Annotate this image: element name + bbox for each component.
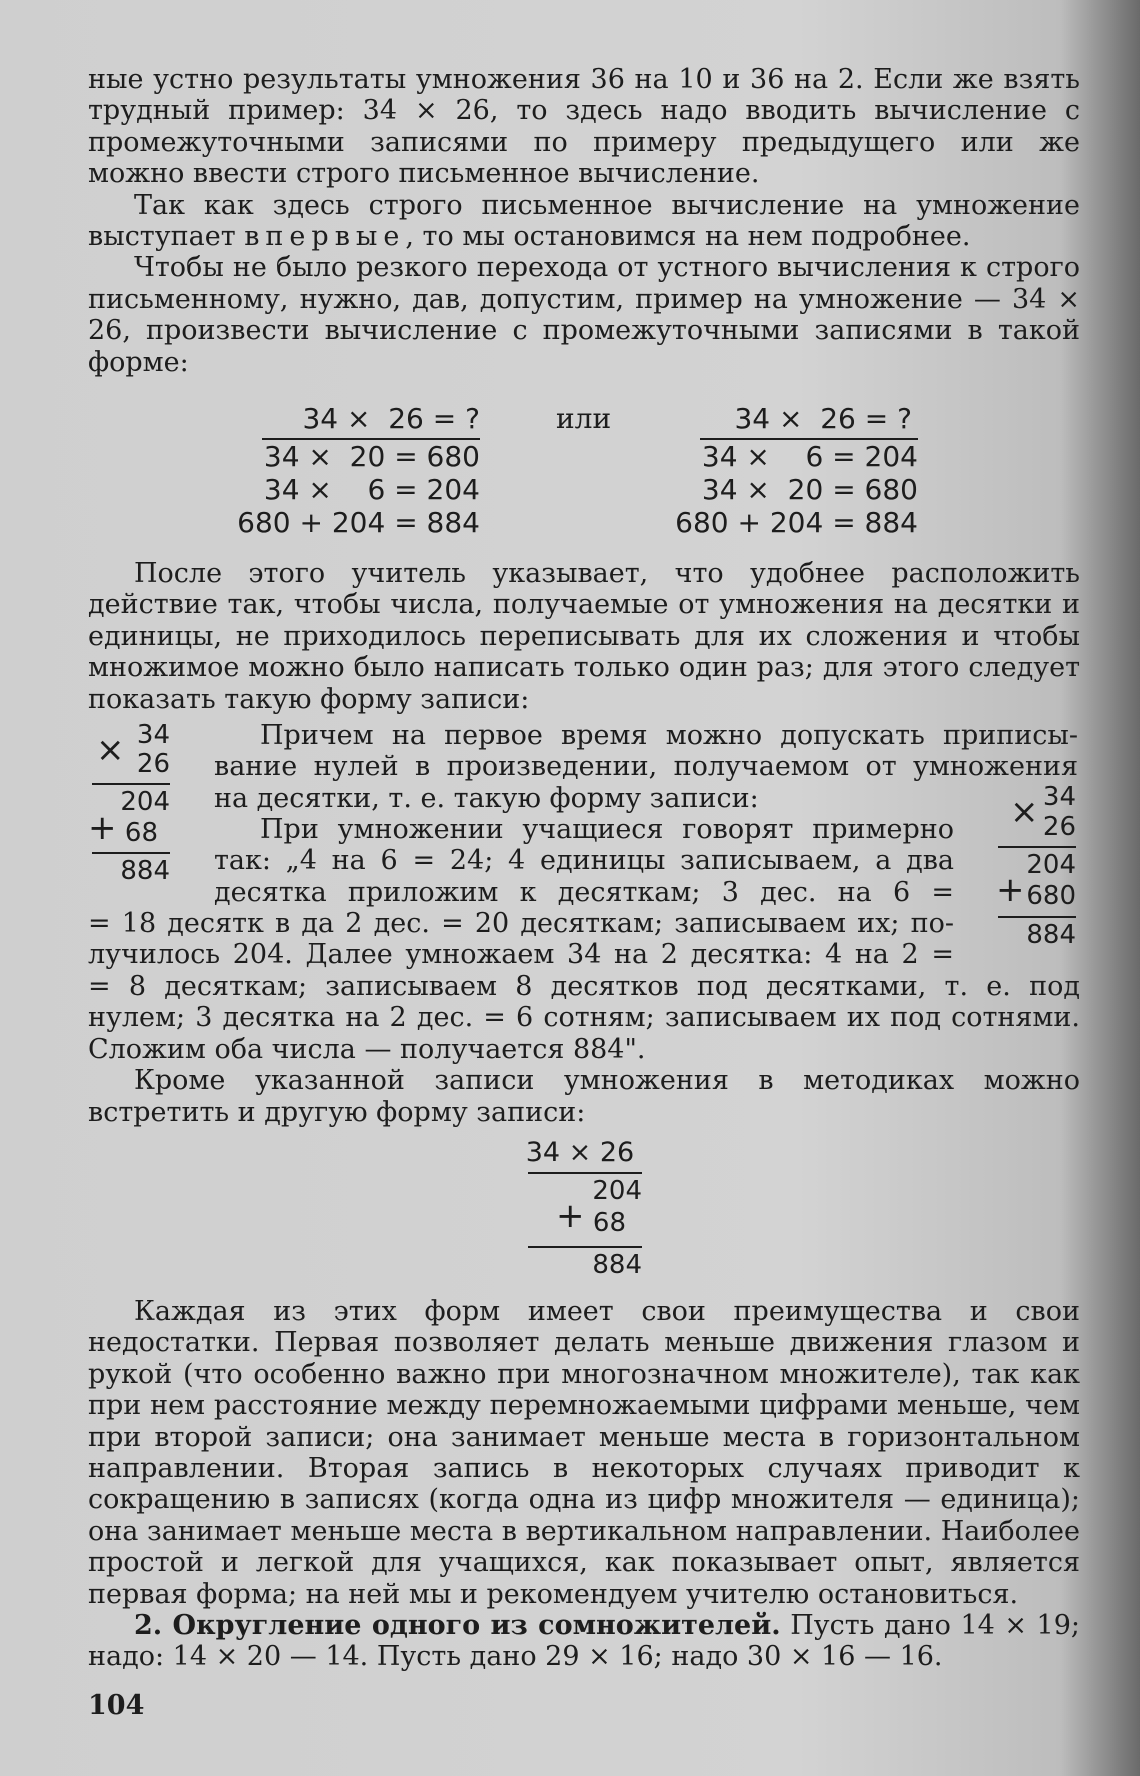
paragraph-6-line-1: При умножении учащиеся говорят примерно — [260, 814, 954, 845]
calc3-partial-2: 68 — [592, 1208, 626, 1238]
calc-left-row-3: 680 + 204 = 884 — [237, 506, 480, 539]
calc-left-row-1: 34 × 20 = 680 — [263, 440, 480, 473]
paragraph-9 — [88, 1610, 1080, 1673]
calc-right-row-2: 34 × 20 = 680 — [701, 473, 918, 506]
calc-left-head: 34 × 26 = ? — [302, 402, 480, 435]
col2-rule-2 — [998, 916, 1076, 918]
paragraph-8: Каждая из этих форм имеет свои преимущества и свои недостатки. Первая позволяет делать меньше движения глазом и рукой (что особенно важно при многозначном множителе), так как при нем расстояние между перемножаемыми цифрами меньше, чем при второй записи; она занимает меньше места в горизонтальном направлении. Вторая запись в некоторых случаях приводит к сокращению в записях (когда одна из цифр множителя — единица); она занимает меньше места в вертикальном направлении. Наиболее простой и легкой для учащихся, как показывает опыт, является первая форма; на ней мы и рекомендуем учителю остановиться. — [88, 1296, 1080, 1610]
paragraph-6-line-2: так: „4 на 6 = 24; 4 единицы записываем, а два — [214, 845, 954, 877]
plus-sign-left: + — [88, 808, 117, 848]
text-block-bottom — [88, 1296, 1080, 1673]
calc3-plus-sign: + — [556, 1196, 585, 1236]
paragraph-6-rest: = 8 десяткам; записываем 8 десятков под десятками, т. е. под нулем; 3 десятка на 2 дес. = 6 сотням; записываем их под сотнями. Сложим оба числа — получается 884". — [88, 971, 1080, 1065]
col1-sum: 884 — [120, 856, 170, 886]
text-block-lower — [88, 971, 1080, 1128]
calc3-sum: 884 — [592, 1250, 642, 1280]
paragraph-5-line-1: Причем на первое время можно допускать приписы- — [260, 720, 1078, 751]
paragraph-4: После этого учитель указывает, что удобнее расположить действие так, чтобы числа, получаемые от умножения на десятки и единицы, не приходилось переписывать для их сложения и чтобы множимое можно было написать только один раз; для этого следует показать такую форму записи: — [88, 558, 1080, 715]
paragraph-7: Кроме указанной записи умножения в методиках можно встретить и другую форму записи: — [88, 1065, 1080, 1128]
section-heading: 2. Округление одного из сомножителей. — [134, 1610, 781, 1642]
spaced-word: впервые — [244, 221, 406, 253]
paragraph-9-body: Пусть дано 14 × 19; надо: 14 × 20 — 14. Пусть дано 29 × 16; надо 30 × 16 — 16. — [88, 1610, 1080, 1673]
col2-multiplier: 26 — [1042, 812, 1076, 842]
col1-partial-1: 204 — [120, 787, 170, 817]
calc-or-label: или — [556, 402, 612, 435]
col1-multiplicand: 34 — [136, 720, 170, 750]
paragraph-6-line-5: лучилось 204. Далее умножаем 34 на 2 десятка: 4 на 2 = — [88, 939, 954, 971]
col1-rule-2 — [92, 852, 170, 854]
calc3-rule-1 — [528, 1172, 642, 1174]
calc3-partial-1: 204 — [592, 1176, 642, 1206]
paragraph-2 — [88, 190, 1080, 253]
text-block-top — [88, 64, 1080, 378]
col1-partial-2: 68 — [124, 818, 158, 848]
times-sign-right: × — [1010, 792, 1039, 832]
page-number: 104 — [88, 1690, 145, 1721]
calc3-rule-2 — [528, 1246, 642, 1248]
paragraph-2-end: , то мы остановимся на нем подробнее. — [405, 221, 971, 253]
paragraph-5-line-2: вание нулей в произведении, получаемом от умножения — [214, 751, 1078, 783]
paragraph-3: Чтобы не было резкого перехода от устного вычисления к строго письменному, нужно, дав, допустим, пример на умножение — 34 × 26, произвести вычисление с промежуточными записями в такой форме: — [88, 252, 1080, 378]
times-sign-left: × — [96, 730, 125, 770]
calc-left-row-2: 34 × 6 = 204 — [263, 473, 480, 506]
calc-right-head: 34 × 26 = ? — [734, 402, 912, 435]
plus-sign-right: + — [996, 870, 1025, 910]
col2-partial-1: 204 — [1026, 850, 1076, 880]
calc-right-row-3: 680 + 204 = 884 — [675, 506, 918, 539]
col1-rule-1 — [92, 783, 170, 785]
text-block-beside-1 — [214, 720, 1078, 814]
paragraph-6-line-3: десятка приложим к десяткам; 3 дес. на 6 = — [214, 876, 954, 908]
text-block-beside-3 — [88, 908, 954, 971]
text-block-middle — [88, 558, 1080, 715]
calc-right-row-1: 34 × 6 = 204 — [701, 440, 918, 473]
col1-multiplier: 26 — [136, 749, 170, 779]
calc3-head: 34 × 26 — [525, 1137, 635, 1168]
col2-partial-2: 680 — [1026, 881, 1076, 911]
paragraph-5-line-3: на десятки, т. е. такую форму записи: — [214, 782, 759, 814]
col2-multiplicand: 34 — [1042, 782, 1076, 812]
col2-sum: 884 — [1026, 920, 1076, 950]
text-block-beside-2 — [214, 814, 954, 908]
paragraph-2-start: Так как здесь строго письменное вычисление на умножение выступает — [88, 189, 1080, 253]
paragraph-6-line-4: = 18 десятк в да 2 дес. = 20 десяткам; записываем их; по- — [88, 908, 954, 939]
paragraph-1: ные устно результаты умножения 36 на 10 и 36 на 2. Если же взять трудный пример: 34 × 26, то здесь надо вводить вычисление с промежуточными записями по примеру предыдущего или же можно ввести строго письменное вычисление. — [88, 64, 1080, 190]
col2-rule-1 — [998, 846, 1076, 848]
